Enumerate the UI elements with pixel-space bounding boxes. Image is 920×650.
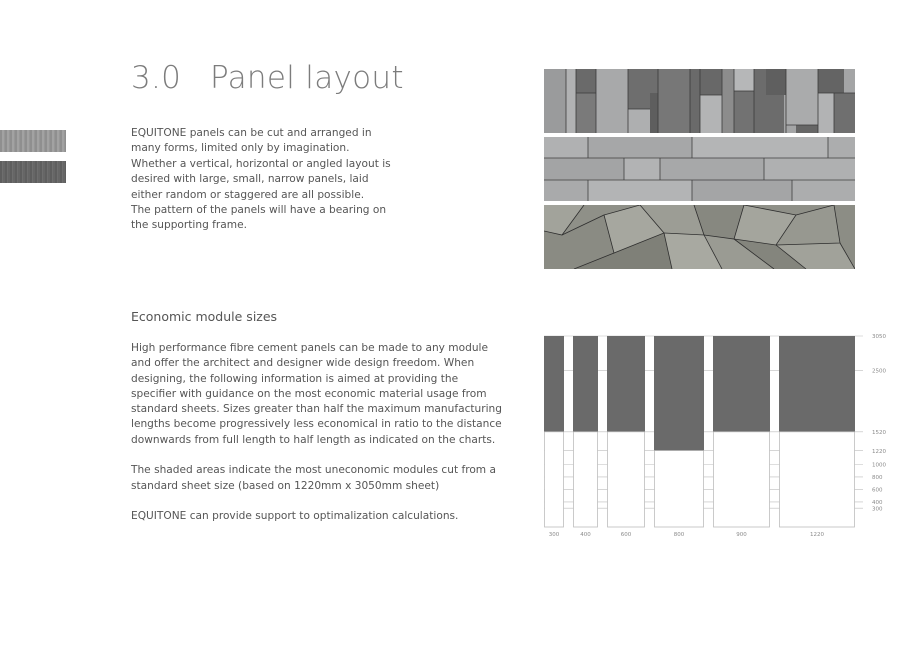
y-tick-label: 600 xyxy=(872,487,883,494)
economic-paragraph: High performance fibre cement panels can be made to any module and offer the architect and designer wide design freedom. When designing, the following information is aimed at providing the specifier with guidance on the most economic material usage from standard sheets. Sizes greater than half the maximum manufacturing lengths become progressively less economical in ratio to the distance downwards from full length to half length as indicated on the charts. xyxy=(131,342,502,446)
y-tick-label: 400 xyxy=(872,500,883,507)
economic-bar-1220 xyxy=(780,432,855,527)
x-tick-label: 400 xyxy=(580,532,591,538)
x-tick-label: 600 xyxy=(620,532,632,538)
section-title: Panel layout xyxy=(210,60,404,96)
intro-text xyxy=(131,126,393,234)
uneconomic-bar-1220 xyxy=(779,336,855,432)
y-tick-label: 1520 xyxy=(872,430,886,437)
y-tick-label: 1000 xyxy=(872,462,886,469)
page-title xyxy=(131,60,404,96)
y-tick-label: 2500 xyxy=(872,368,886,375)
uneconomic-bar-900 xyxy=(713,336,770,432)
intro-paragraph: Whether a vertical, horizontal or angled layout is desired with large, small, narrow panels, laid either random or staggered are all possible. xyxy=(131,157,391,201)
economic-bar-300 xyxy=(545,432,564,527)
economic-bar-900 xyxy=(714,432,770,527)
economic-bar-400 xyxy=(574,432,598,527)
x-tick-label: 800 xyxy=(673,532,685,538)
x-tick-label: 900 xyxy=(736,532,747,538)
intro-paragraph: EQUITONE panels can be cut and arranged in many forms, limited only by imagination. xyxy=(131,127,372,155)
y-tick-label: 3050 xyxy=(872,334,886,341)
economic-text xyxy=(131,341,503,540)
economic-heading: Economic module sizes xyxy=(131,309,278,324)
module-size-chart xyxy=(530,326,900,546)
material-swatch-light xyxy=(0,130,66,152)
economic-bar-800 xyxy=(655,451,704,527)
intro-paragraph: The pattern of the panels will have a bearing on the supporting frame. xyxy=(131,204,387,232)
uneconomic-bar-600 xyxy=(607,336,645,432)
section-number: 3.0 xyxy=(131,60,182,96)
y-tick-label: 800 xyxy=(872,475,883,482)
angled-panel-layout-photo xyxy=(544,205,855,269)
uneconomic-bar-800 xyxy=(654,336,704,451)
economic-paragraph: EQUITONE can provide support to optimalization calculations. xyxy=(131,510,459,523)
uneconomic-bar-400 xyxy=(573,336,598,432)
material-swatch-dark xyxy=(0,161,66,183)
horizontal-panel-layout-photo xyxy=(544,137,855,201)
vertical-panel-layout-photo xyxy=(544,69,855,133)
uneconomic-bar-300 xyxy=(544,336,564,432)
y-tick-label: 300 xyxy=(872,506,883,513)
x-tick-label: 300 xyxy=(548,532,560,538)
x-tick-label: 1220 xyxy=(810,532,824,538)
economic-bar-600 xyxy=(608,432,645,527)
economic-paragraph: The shaded areas indicate the most uneconomic modules cut from a standard sheet size (based on 1220mm x 3050mm sheet) xyxy=(131,464,496,492)
y-tick-label: 1220 xyxy=(872,448,886,455)
